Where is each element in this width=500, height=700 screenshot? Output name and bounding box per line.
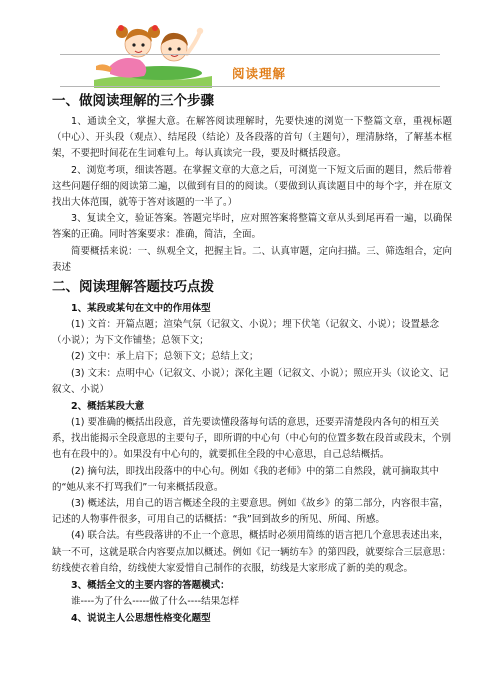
document-body (52, 90, 452, 627)
list-item: (3) 文末：点明中心（记叙文、小说）；深化主题（记叙文、小说）；照应开头（议论文、记叙文、小说） (52, 367, 449, 395)
subsection-title: 1、某段或某句在文中的作用体型 (71, 303, 211, 315)
list-item: (4) 联合法。有些段落讲的不止一个意思，概括时必须用简练的语言把几个意思表述出来，缺一不可，这就是联合内容要点加以概述。例如《记一辆纺车》的第四段，就要综合三层意思：纺线使衣着自给，纺线使大家爱惜自己制作的衣服，纺线是大家形成了新的美的观念。 (52, 530, 452, 574)
paragraph: 2、浏览考项，细读答题。在掌握文章的大意之后，可浏览一下短文后面的题目，然后带着这些问题仔细的阅读第二遍，以做到有目的的阅读。（要做到认真读题目中的每个字，并在原文找出大体范围，就等于答对该题的一半了。） (52, 164, 452, 209)
list-item: 谁----为了什么-----做了什么----结果怎样 (71, 596, 240, 608)
section-heading: 二、阅读理解答题技巧点拨 (52, 279, 214, 296)
list-item: (2) 摘句法，即找出段落中的中心句。例如《我的老师》中的第二自然段，就可摘取其中的“她从来不打骂我们”一句来概括段意。 (52, 465, 439, 493)
subsection-title: 4、说说主人公思想性格变化题型 (71, 613, 211, 625)
subsection-title: 2、概括某段大意 (71, 401, 145, 413)
subsection-title: 3、概括全文的主要内容的答题模式： (71, 580, 230, 592)
paragraph: 简要概括来说：一、纵观全文，把握主旨。二、认真审题，定向扫描。三、筛选组合，定向表述 (52, 245, 452, 273)
paragraph: 1、通读全文，掌握大意。在解答阅读理解时，先要快速的浏览一下整篇文章，重视标题（中心）、开头段（观点）、结尾段（结论）及各段落的首句（主题句），理清脉络，了解基本框架，不要把时间花在生词难句上。每认真读完一段，要及时概括段意。 (52, 116, 452, 160)
header-title: 阅读理解 (232, 66, 287, 81)
list-item: (1) 要准确的概括出段意，首先要读懂段落每句话的意思，还要弄清楚段内各句的相互关系，找出能揭示全段意思的主要句子，即所谓的中心句（中心句的位置多数在段首或段末，个别也有在段中的）。如果没有中心句的，就要抓住全段的中心意思，自己总结概括。 (52, 417, 452, 461)
list-item: (2) 文中：承上启下；总领下文；总结上文； (71, 351, 259, 363)
page-header (0, 0, 500, 90)
list-item: (3) 概述法，用自己的语言概述全段的主要意思。例如《故乡》的第二部分，内容很丰富，记述的人物事件很多，可用自己的话概括：“我”回到故乡的所见、所闻、所感。 (52, 498, 449, 526)
paragraph: 3、复读全文，验证答案。答题完毕时，应对照答案将整篇文章从头到尾再看一遍，以确保答案的正确。同时答案要求：准确，简洁，全面。 (52, 213, 452, 241)
header-rule-top (60, 54, 440, 55)
section-heading: 一、做阅读理解的三个步骤 (52, 93, 214, 109)
list-item: (1) 文首：开篇点题；渲染气氛（记叙文、小说）；埋下伏笔（记叙文、小说）；设置悬念（小说）；为下文作铺垫；总领下文； (52, 319, 439, 347)
cartoon-children-illustration (92, 18, 214, 88)
header-rule-bottom (60, 86, 440, 87)
